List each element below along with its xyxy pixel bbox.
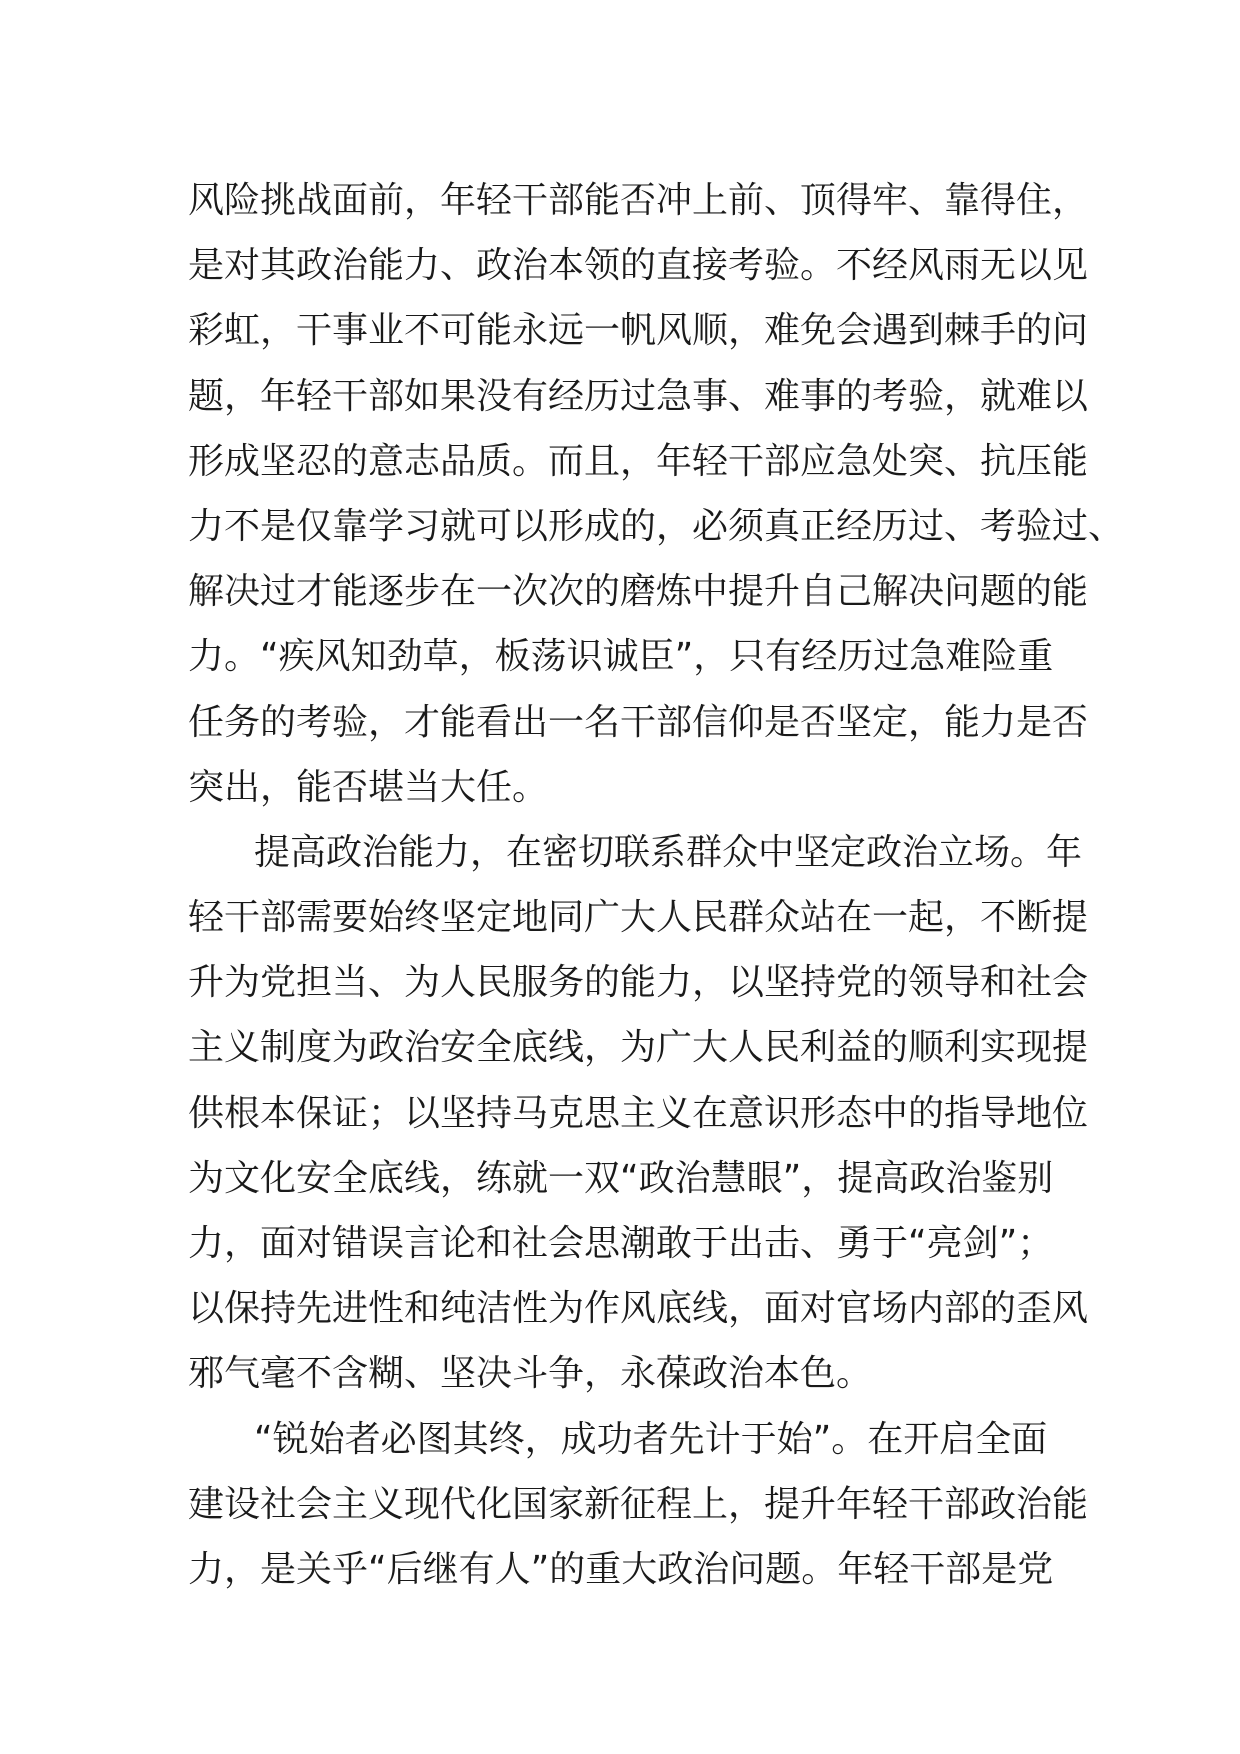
paragraph-3	[188, 1407, 1089, 1603]
text-line: 形成坚忍的意志品质。而且，年轻干部应急处突、抗压能	[188, 440, 1089, 482]
text-line: 提高政治能力，在密切联系群众中坚定政治立场。年	[254, 831, 1083, 873]
body-text	[188, 168, 1125, 1602]
text-line: 供根本保证；以坚持马克思主义在意识形态中的指导地位	[188, 1092, 1089, 1134]
paragraph-2	[188, 820, 1089, 1407]
text-line: 是对其政治能力、政治本领的直接考验。不经风雨无以见	[188, 245, 1089, 287]
text-line: 以保持先进性和纯洁性为作风底线，面对官场内部的歪风	[188, 1288, 1089, 1330]
text-line: 任务的考验，才能看出一名干部信仰是否坚定，能力是否	[188, 701, 1089, 743]
text-line: 邪气毫不含糊、坚决斗争，永葆政治本色。	[188, 1353, 873, 1395]
text-line: 主义制度为政治安全底线，为广大人民利益的顺利实现提	[188, 1027, 1089, 1069]
text-line: 力。“疾风知劲草，板荡识诚臣”，只有经历过急难险重	[188, 636, 1054, 678]
text-line: “锐始者必图其终，成功者先计于始”。在开启全面	[254, 1418, 1048, 1460]
text-line: 建设社会主义现代化国家新征程上，提升年轻干部政治能	[188, 1483, 1089, 1525]
text-line: 升为党担当、为人民服务的能力，以坚持党的领导和社会	[188, 962, 1089, 1004]
text-line: 彩虹，干事业不可能永远一帆风顺，难免会遇到棘手的问	[188, 310, 1089, 352]
text-line: 轻干部需要始终坚定地同广大人民群众站在一起，不断提	[188, 897, 1089, 939]
text-line: 解决过才能逐步在一次次的磨炼中提升自己解决问题的能	[188, 571, 1089, 613]
text-line: 力，面对错误言论和社会思潮敢于出击、勇于“亮剑”；	[188, 1223, 1054, 1264]
text-line: 力不是仅靠学习就可以形成的，必须真正经历过、考验过、	[188, 505, 1125, 547]
text-line: 风险挑战面前，年轻干部能否冲上前、顶得牢、靠得住，	[188, 180, 1089, 221]
text-line: 突出，能否堪当大任。	[188, 766, 549, 808]
text-line: 题，年轻干部如果没有经历过急事、难事的考验，就难以	[188, 375, 1089, 417]
paragraph-1	[188, 168, 1125, 820]
text-line: 为文化安全底线，练就一双“政治慧眼”，提高政治鉴别	[188, 1157, 1054, 1199]
text-line: 力，是关乎“后继有人”的重大政治问题。年轻干部是党	[188, 1548, 1054, 1590]
